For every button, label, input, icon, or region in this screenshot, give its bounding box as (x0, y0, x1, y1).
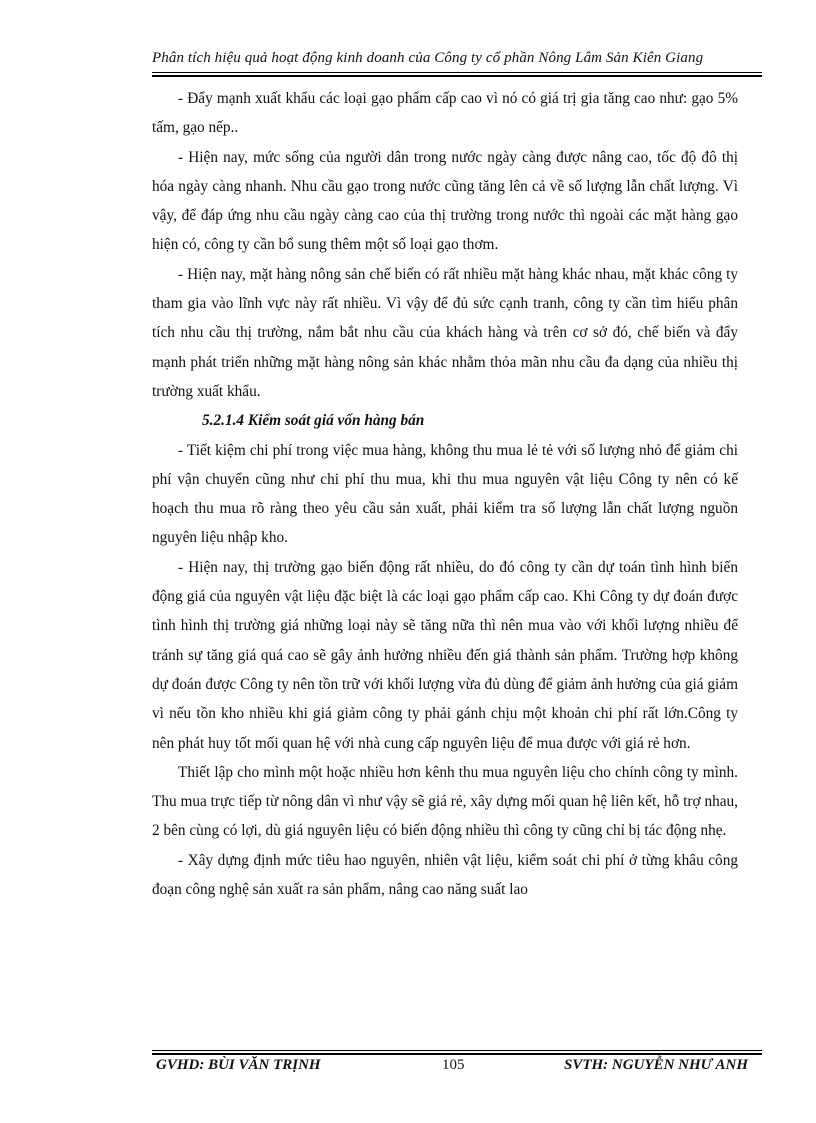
section-heading: 5.2.1.4 Kiểm soát giá vốn hàng bán (202, 412, 425, 430)
paragraph: - Hiện nay, thị trường gạo biến động rất nhiều, do đó công ty cần dự toán tình hình biến động giá của nguyên vật liệu đặc biệt là các loại gạo phẩm cấp cao. Khi Công ty dự đoán được tình hình thị trường giá những loại này sẽ tăng nữa thì nên mua vào với khối lượng nhiều để tránh sự tăng giá quá cao sẽ gây ảnh hưởng nhiều đến giá thành sản phẩm. Trường hợp không dự đoán được Công ty nên tồn trữ với khối lượng vừa đủ dùng để giảm ảnh hưởng của giá giảm vì nếu tồn kho nhiều khi giá giảm công ty phải gánh chịu một khoản chi phí rất lớn.Công ty nên phát huy tốt mối quan hệ với nhà cung cấp nguyên liệu để mua được với giá rẻ hơn. (152, 558, 738, 752)
footer-instructor: GVHD: BÙI VĂN TRỊNH (156, 1057, 321, 1073)
header-rule-thick (152, 75, 762, 77)
footer-rule-thick (152, 1053, 762, 1055)
page-footer (152, 1057, 762, 1079)
paragraph: - Tiết kiệm chi phí trong việc mua hàng, không thu mua lẻ tẻ với số lượng nhỏ để giảm chi phí vận chuyển cũng như chi phí thu mua, khi thu mua nguyên vật liệu Công ty nên có kế hoạch thu mua rõ ràng theo yêu cầu sản xuất, phải kiểm tra số lượng lẫn chất lượng nguồn nguyên liệu nhập kho. (152, 441, 738, 547)
header-rule (152, 72, 762, 73)
running-header: Phân tích hiệu quả hoạt động kinh doanh của Công ty cổ phần Nông Lâm Sản Kiên Giang (152, 50, 704, 66)
footer-rule (152, 1050, 762, 1051)
footer-student: SVTH: NGUYỄN NHƯ ANH (564, 1057, 748, 1073)
paragraph: - Hiện nay, mặt hàng nông sản chế biến có rất nhiều mặt hàng khác nhau, mặt khác công ty tham gia vào lĩnh vực này rất nhiều. Vì vậy để đủ sức cạnh tranh, công ty cần tìm hiểu phân tích nhu cầu thị trường, nắm bắt nhu cầu của khách hàng và trên cơ sở đó, chế biến và đẩy mạnh phát triển những mặt hàng nông sản khác nhằm thỏa mãn nhu cầu đa dạng của nhiều thị trường xuất khẩu. (152, 265, 738, 400)
page-number: 105 (442, 1057, 465, 1073)
paragraph: Thiết lập cho mình một hoặc nhiều hơn kênh thu mua nguyên liệu cho chính công ty mình. Thu mua trực tiếp từ nông dân vì như vậy sẽ giá rẻ, xây dựng mối quan hệ liên kết, hỗ trợ nhau, 2 bên cùng có lợi, dù giá nguyên liệu có biến động nhiều thì công ty cũng chỉ bị tác động nhẹ. (152, 763, 738, 840)
paragraph: - Hiện nay, mức sống của người dân trong nước ngày càng được nâng cao, tốc độ đô thị hóa ngày càng nhanh. Nhu cầu gạo trong nước cũng tăng lên cả về số lượng lẫn chất lượng. Vì vậy, để đáp ứng nhu cầu ngày càng cao của thị trường trong nước thì ngoài các mặt hàng gạo hiện có, công ty cần bổ sung thêm một số loại gạo thơm. (152, 148, 738, 254)
body-text (152, 84, 738, 904)
paragraph: - Đẩy mạnh xuất khẩu các loại gạo phẩm cấp cao vì nó có giá trị gia tăng cao như: gạo 5% tấm, gạo nếp.. (152, 90, 738, 137)
paragraph: - Xây dựng định mức tiêu hao nguyên, nhiên vật liệu, kiểm soát chi phí ở từng khâu công đoạn công nghệ sản xuất ra sản phẩm, nâng cao năng suất lao (152, 851, 738, 899)
